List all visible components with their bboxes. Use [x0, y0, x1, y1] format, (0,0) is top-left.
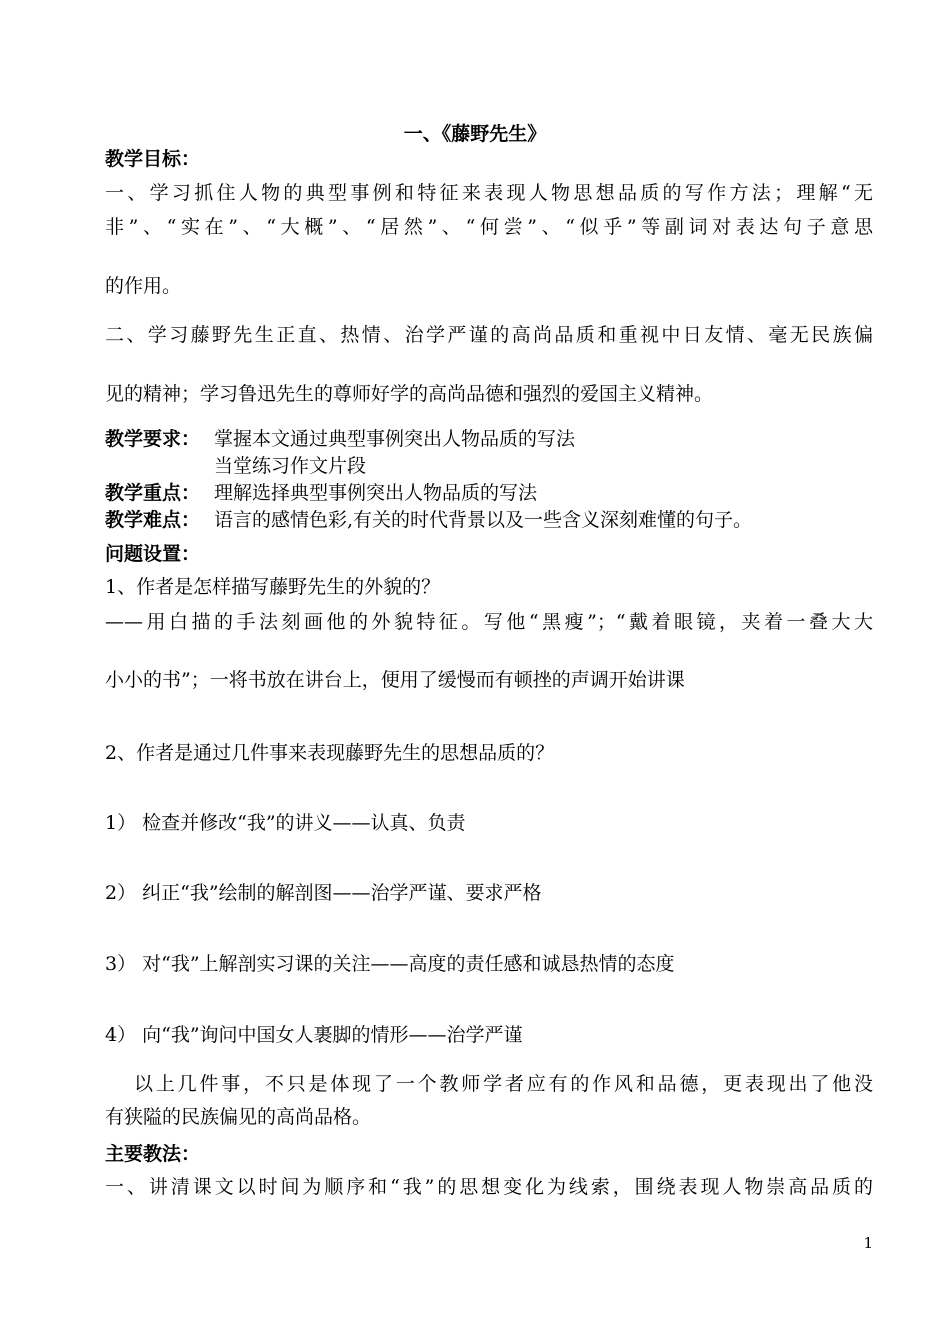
focus-text: 理解选择典型事例突出人物品质的写法 — [214, 482, 538, 504]
requirements-label: 教学要求： — [105, 428, 201, 450]
question-2: 2、作者是通过几件事来表现藤野先生的思想品质的？ — [105, 742, 555, 764]
list-item-1: 1） 检查并修改“我”的讲义——认真、负责 — [105, 812, 466, 834]
goals-p2-line2: 见的精神；学习鲁迅先生的尊师好学的高尚品德和强烈的爱国主义精神。 — [105, 383, 714, 405]
answer-1-line1: ——用白描的手法刻画他的外貌特征。写他“黑瘦”；“戴着眼镜，夹着一叠大大 — [105, 611, 873, 633]
summary-line1: 以上几件事，不只是体现了一个教师学者应有的作风和品德，更表现出了他没 — [134, 1073, 873, 1095]
goals-p1-line1: 一、学习抓住人物的典型事例和特征来表现人物思想品质的写作方法；理解“无 — [105, 182, 873, 204]
goals-heading: 教学目标： — [105, 148, 201, 170]
questions-heading: 问题设置： — [105, 543, 201, 565]
requirements-line2: 当堂练习作文片段 — [214, 455, 367, 477]
summary-line2: 有狭隘的民族偏见的高尚品格。 — [105, 1106, 372, 1128]
methods-heading: 主要教法： — [105, 1143, 201, 1165]
answer-1-line2: 小小的书”；一将书放在讲台上，便用了缓慢而有顿挫的声调开始讲课 — [105, 669, 685, 691]
page-number: 1 — [863, 1234, 873, 1252]
methods-line1: 一、讲清课文以时间为顺序和“我”的思想变化为线索，围绕表现人物崇高品质的 — [105, 1176, 873, 1198]
difficulty-label: 教学难点： — [105, 509, 201, 531]
list-item-2: 2） 纠正“我”绘制的解剖图——治学严谨、要求严格 — [105, 882, 542, 904]
difficulty-text: 语言的感情色彩,有关的时代背景以及一些含义深刻难懂的句子。 — [214, 509, 753, 531]
goals-p1-line3: 的作用。 — [105, 275, 182, 297]
list-item-4: 4） 向“我”询问中国女人裹脚的情形——治学严谨 — [105, 1024, 523, 1046]
focus-label: 教学重点： — [105, 482, 201, 504]
document-title: 一、《藤野先生》 — [403, 123, 547, 145]
goals-p2-line1: 二、学习藤野先生正直、热情、治学严谨的高尚品质和重视中日友情、毫无民族偏 — [105, 324, 873, 346]
requirements-line1: 掌握本文通过典型事例突出人物品质的写法 — [214, 428, 576, 450]
question-1: 1、作者是怎样描写藤野先生的外貌的？ — [105, 576, 441, 598]
list-item-3: 3） 对“我”上解剖实习课的关注——高度的责任感和诚恳热情的态度 — [105, 953, 675, 975]
goals-p1-line2: 非”、“实在”、“大概”、“居然”、“何尝”、“似乎”等副词对表达句子意思 — [105, 216, 873, 238]
